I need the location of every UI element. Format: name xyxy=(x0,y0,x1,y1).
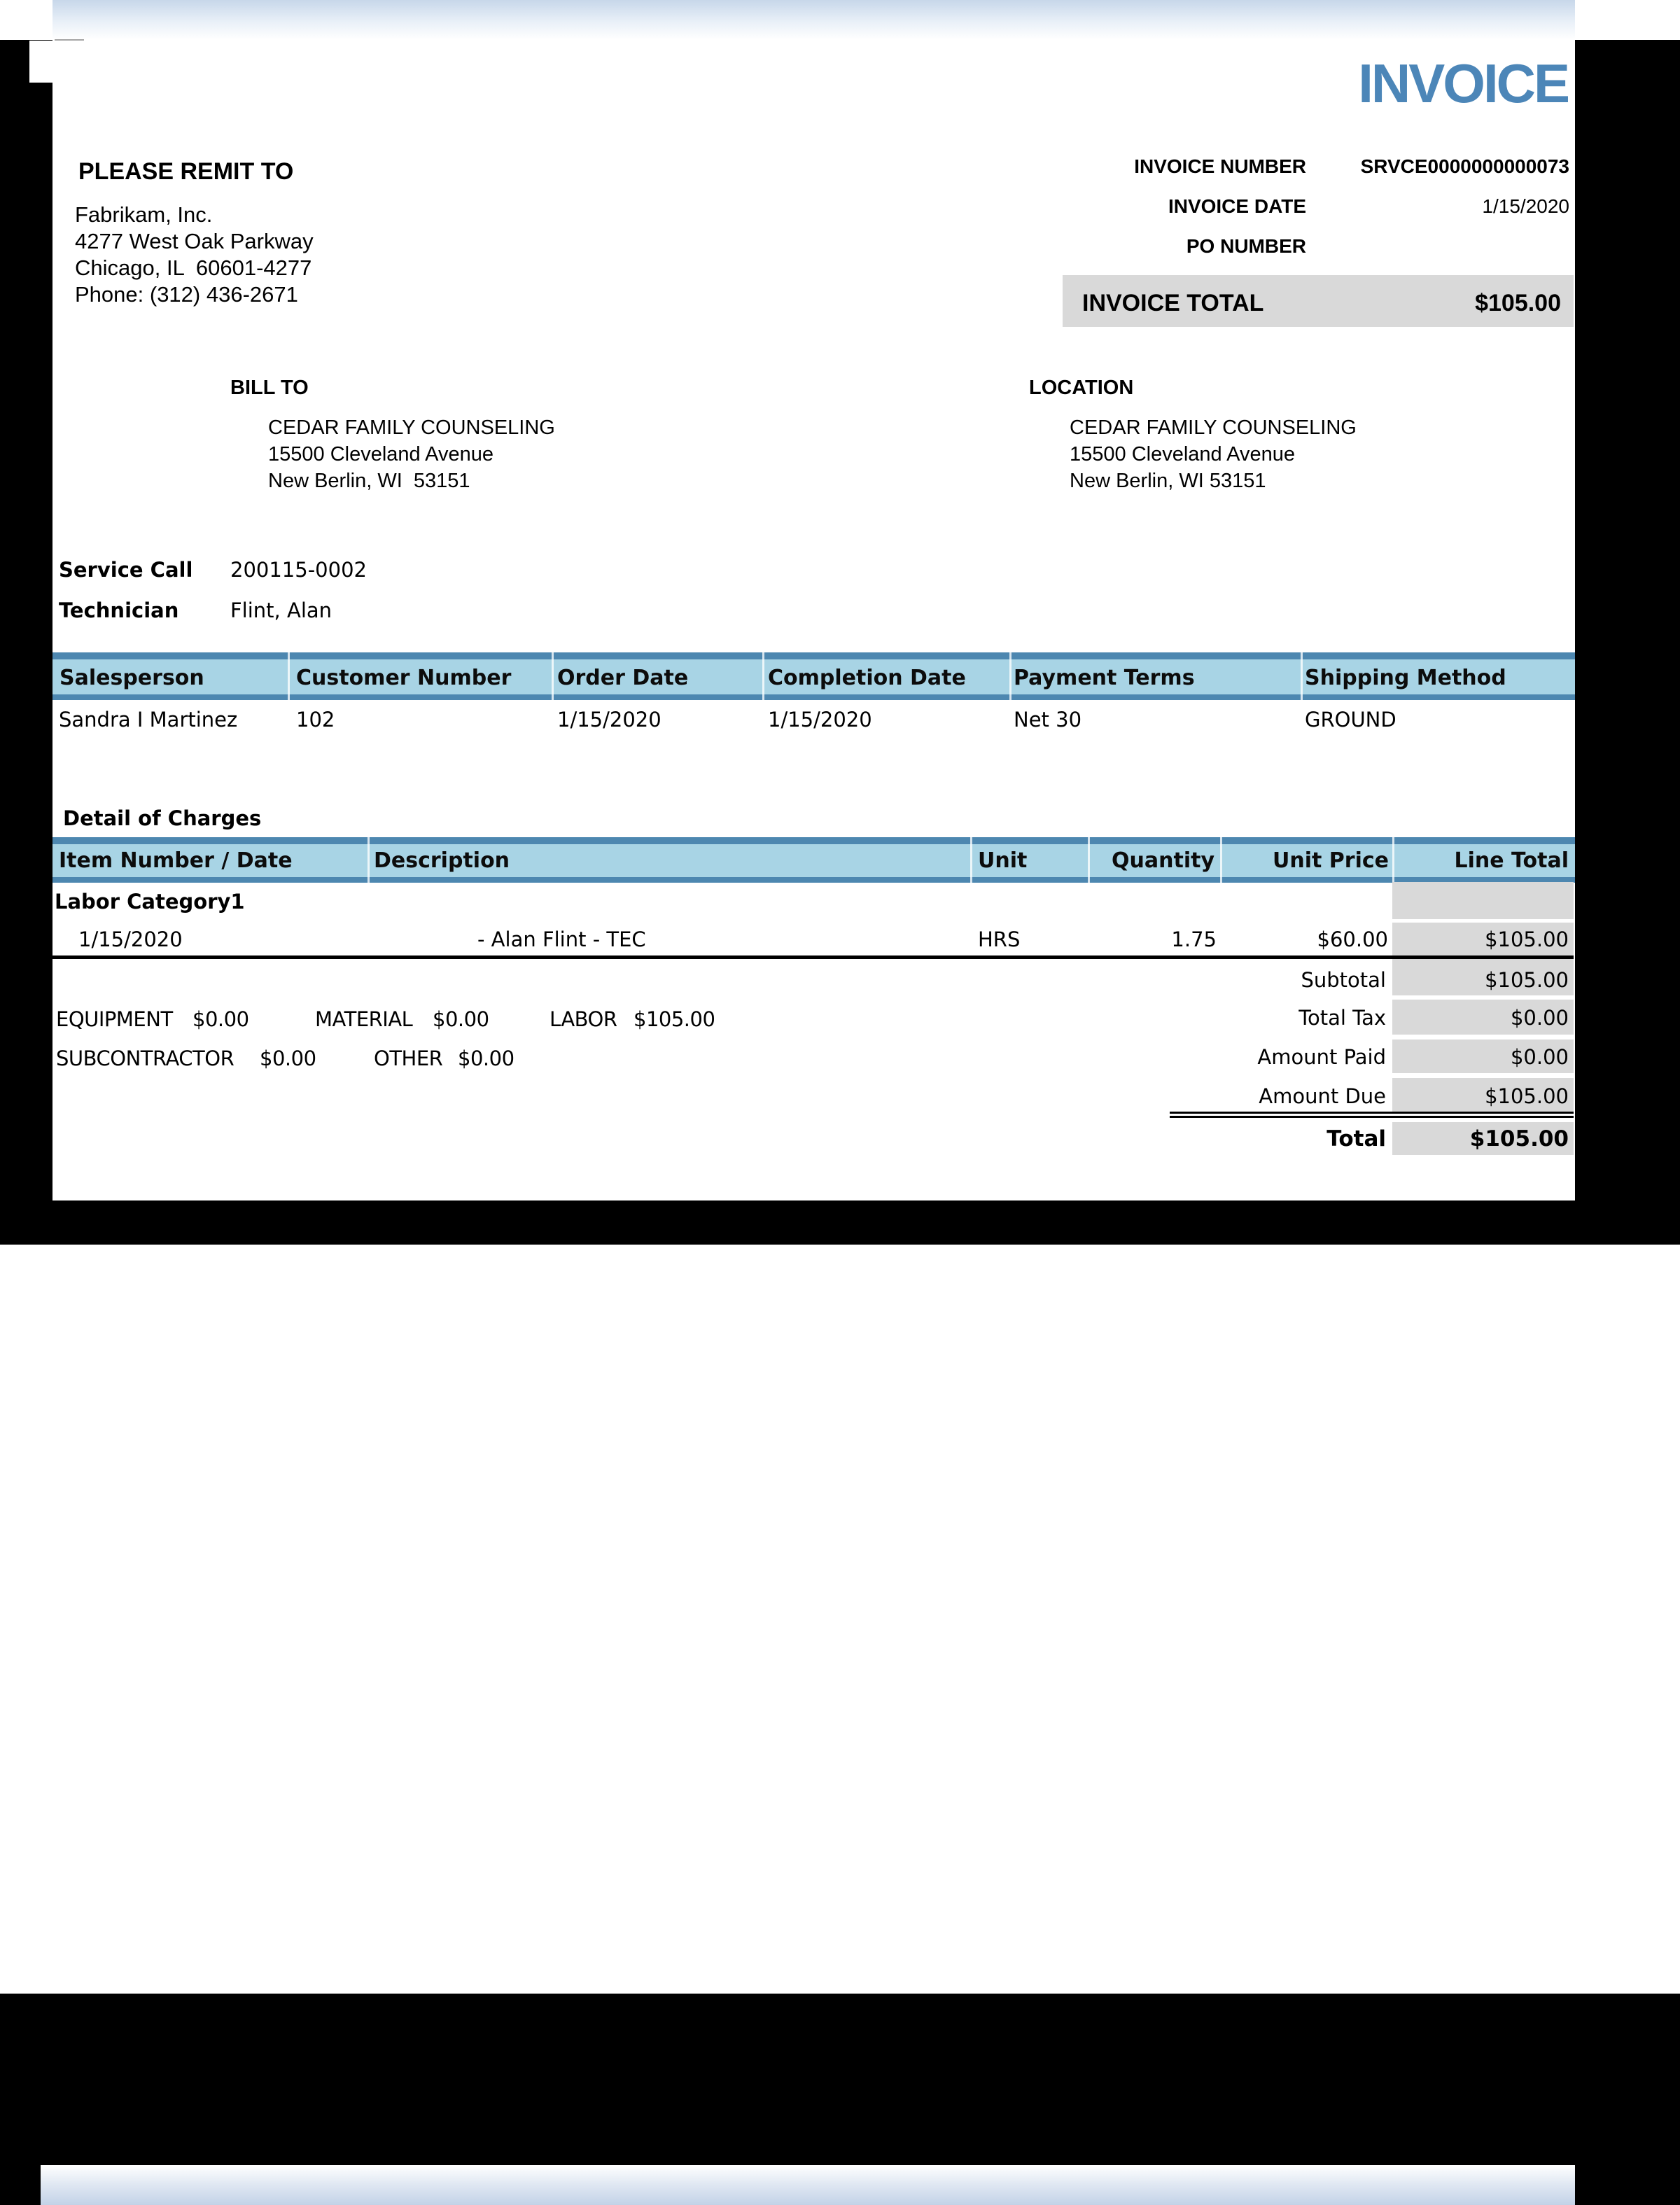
charge-line-total: $105.00 xyxy=(1485,927,1569,951)
amount-paid-value: $0.00 xyxy=(1510,1045,1569,1069)
subtotal-value: $105.00 xyxy=(1485,968,1569,992)
location-heading: LOCATION xyxy=(1029,377,1134,399)
bill-to-heading: BILL TO xyxy=(230,377,309,399)
charge-unit: HRS xyxy=(978,927,1021,951)
order-customer-number: 102 xyxy=(296,708,335,732)
charges-header-item: Item Number / Date xyxy=(59,848,293,873)
total-value: $105.00 xyxy=(1469,1126,1569,1152)
column-separator xyxy=(970,837,972,883)
summary-label: OTHER xyxy=(374,1046,443,1070)
charges-table-top-strip xyxy=(52,837,1575,844)
order-salesperson: Sandra I Martinez xyxy=(59,708,238,732)
order-payment-terms: Net 30 xyxy=(1014,708,1082,732)
po-number-label: PO NUMBER xyxy=(1186,235,1306,257)
location-line: CEDAR FAMILY COUNSELING xyxy=(1070,416,1357,439)
invoice-title: INVOICE xyxy=(1358,52,1568,114)
summary-value: $0.00 xyxy=(433,1007,489,1031)
charge-quantity: 1.75 xyxy=(1171,927,1217,951)
order-header-payment-terms: Payment Terms xyxy=(1014,666,1195,690)
order-header-salesperson: Salesperson xyxy=(59,666,204,690)
charge-category: Labor Category1 xyxy=(55,890,245,913)
technician-label: Technician xyxy=(59,598,179,622)
amount-paid-label: Amount Paid xyxy=(1257,1045,1386,1069)
summary-value: $0.00 xyxy=(260,1046,316,1070)
charges-header-unit-price: Unit Price xyxy=(1273,848,1389,873)
service-call-value: 200115-0002 xyxy=(230,558,367,582)
location-address xyxy=(1070,414,1357,494)
summary-label: EQUIPMENT xyxy=(56,1007,173,1031)
backdrop-middle-band xyxy=(0,1200,1680,1245)
column-separator xyxy=(368,837,370,883)
charge-description: - Alan Flint - TEC xyxy=(477,927,646,951)
invoice-date-value: 1/15/2020 xyxy=(1482,195,1569,217)
remit-line: Chicago, IL 60601-4277 xyxy=(75,255,312,280)
backdrop-right-column xyxy=(1575,40,1680,1200)
column-separator xyxy=(1088,837,1090,883)
invoice-date-label: INVOICE DATE xyxy=(1168,195,1306,217)
bill-to-line: CEDAR FAMILY COUNSELING xyxy=(268,416,555,439)
charges-header-description: Description xyxy=(374,848,510,873)
amount-due-value: $105.00 xyxy=(1485,1084,1569,1108)
charges-table-header xyxy=(52,837,1575,883)
charges-header-line-total: Line Total xyxy=(1454,848,1569,873)
order-shipping-method: GROUND xyxy=(1305,708,1396,732)
summary-label: MATERIAL xyxy=(315,1007,413,1031)
page-corner-notch xyxy=(29,41,52,83)
order-header-customer-number: Customer Number xyxy=(296,666,512,690)
order-header-completion-date: Completion Date xyxy=(768,666,966,690)
subtotal-label: Subtotal xyxy=(1301,968,1386,992)
invoice-total-label: INVOICE TOTAL xyxy=(1082,290,1264,316)
charges-heading: Detail of Charges xyxy=(63,806,262,830)
charge-date: 1/15/2020 xyxy=(78,927,183,951)
column-separator xyxy=(552,652,554,700)
total-tax-value: $0.00 xyxy=(1510,1006,1569,1030)
top-gradient-bar xyxy=(52,0,1575,40)
technician-value: Flint, Alan xyxy=(230,598,332,622)
order-header-shipping-method: Shipping Method xyxy=(1305,666,1506,690)
invoice-number-label: INVOICE NUMBER xyxy=(1134,155,1306,177)
charge-unit-price: $60.00 xyxy=(1317,927,1388,951)
charges-divider-line xyxy=(52,955,1574,959)
charges-header-quantity: Quantity xyxy=(1112,848,1214,873)
column-separator xyxy=(1301,652,1303,700)
invoice-total-band xyxy=(1063,275,1574,327)
bottom-gradient-bar xyxy=(41,2165,1575,2205)
column-separator xyxy=(1392,837,1394,883)
service-call-label: Service Call xyxy=(59,558,193,582)
page-corner-line xyxy=(55,39,84,41)
line-total-cell xyxy=(1392,882,1574,919)
invoice-number-value: SRVCE0000000000073 xyxy=(1360,155,1569,177)
order-header-order-date: Order Date xyxy=(557,666,689,690)
bill-to-line: 15500 Cleveland Avenue xyxy=(268,443,493,465)
summary-value: $105.00 xyxy=(634,1007,715,1031)
summary-value: $0.00 xyxy=(458,1046,514,1070)
bill-to-line: New Berlin, WI 53151 xyxy=(268,470,470,492)
total-label: Total xyxy=(1326,1126,1386,1152)
charges-header-unit: Unit xyxy=(978,848,1028,873)
order-info-table xyxy=(52,652,1575,700)
column-separator xyxy=(288,652,290,700)
remit-address xyxy=(75,202,314,308)
column-separator xyxy=(1009,652,1011,700)
column-separator xyxy=(1220,837,1222,883)
location-line: New Berlin, WI 53151 xyxy=(1070,470,1266,492)
charges-table-bottom-strip xyxy=(52,877,1575,883)
summary-value: $0.00 xyxy=(192,1007,249,1031)
remit-line: 4277 West Oak Parkway xyxy=(75,229,314,253)
totals-double-rule xyxy=(1170,1112,1574,1118)
summary-label: SUBCONTRACTOR xyxy=(56,1046,234,1070)
location-line: 15500 Cleveland Avenue xyxy=(1070,443,1295,465)
column-separator xyxy=(762,652,764,700)
remit-line: Phone: (312) 436-2671 xyxy=(75,282,298,307)
bill-to-address xyxy=(268,414,555,494)
invoice-total-value: $105.00 xyxy=(1475,290,1561,316)
order-table-bottom-strip xyxy=(52,694,1575,700)
order-table-top-strip xyxy=(52,652,1575,659)
order-completion-date: 1/15/2020 xyxy=(768,708,872,732)
order-order-date: 1/15/2020 xyxy=(557,708,662,732)
amount-due-label: Amount Due xyxy=(1259,1084,1386,1108)
backdrop-left-column xyxy=(0,40,52,1200)
summary-label: LABOR xyxy=(550,1007,617,1031)
total-tax-label: Total Tax xyxy=(1298,1006,1386,1030)
remit-line: Fabrikam, Inc. xyxy=(75,202,213,227)
remit-heading: PLEASE REMIT TO xyxy=(78,158,294,185)
